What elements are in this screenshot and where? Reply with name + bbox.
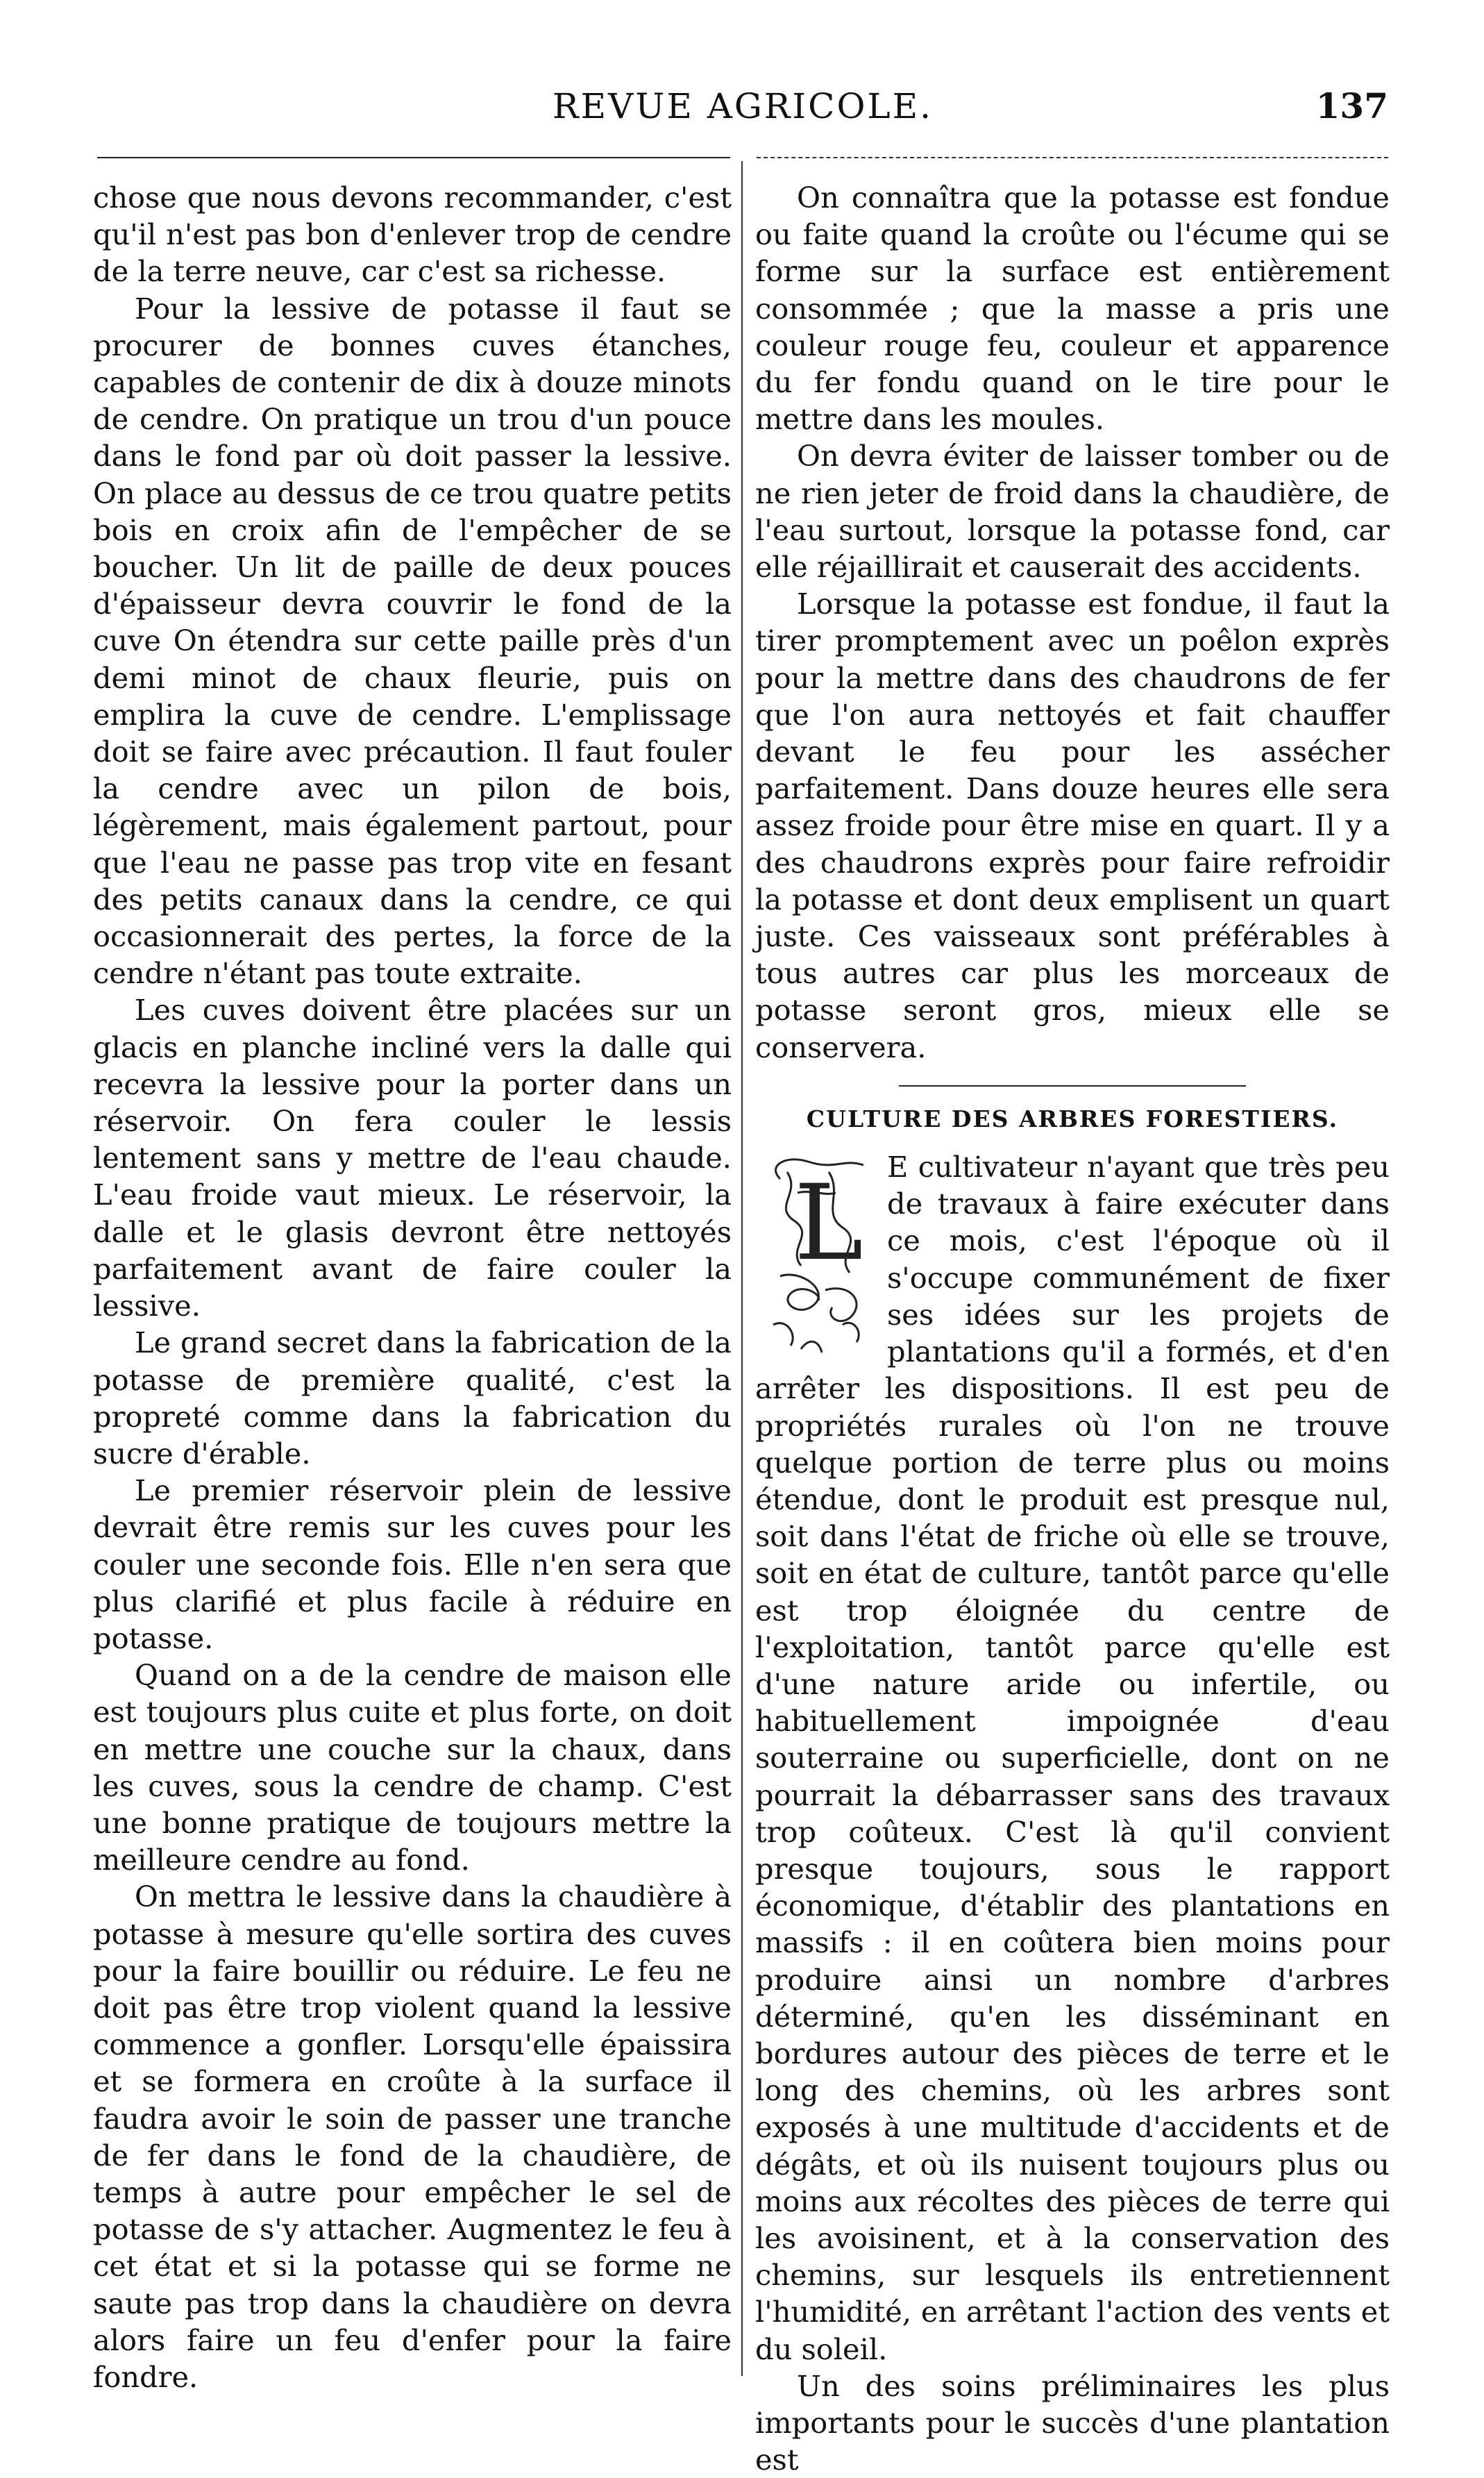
ornamental-drop-cap	[759, 1151, 877, 1359]
paragraph: Quand on a de la cendre de maison elle est toujours plus cuite et plus forte, on doit en mettre une couche sur la chaux, dans les cuves, sous la cendre de champ. C'est une bonne pratique de toujours mettre la meilleure cendre au fond.	[93, 1658, 732, 1877]
left-column	[93, 179, 732, 2395]
paragraph: Pour la lessive de potasse il faut se procurer de bonnes cuves étanches, capables de contenir de dix à douze minots de cendre. On pratique un trou d'un pouce dans le fond par où doit passer la lessive. On place au dessus de ce trou quatre petits bois en croix afin de l'empêcher de se boucher. Un lit de paille de deux pouces d'épaisseur devra couvrir le fond de la cuve On étendra sur cette paille près d'un demi minot de chaux fleurie, puis on emplira la cuve de cendre. L'emplissage doit se faire avec précaution. Il faut fouler la cendre avec un pilon de bois, légèrement, mais également partout, pour que l'eau ne passe pas trop vite en fesant des petits canaux dans la cendre, ce qui occasionnerait des pertes, la force de la cendre n'étant pas toute extraite.	[93, 291, 732, 991]
drop-cap-ornament-icon	[759, 1151, 877, 1359]
running-title: REVUE AGRICOLE.	[552, 86, 934, 126]
header-rule-left	[97, 157, 730, 158]
right-column	[755, 179, 1390, 2478]
paragraph: Les cuves doivent être placées sur un glacis en planche incliné vers la dalle qui recevra la lessive pour la porter dans un réservoir. On fera couler le lessis lentement sans y mettre de l'eau chaude. L'eau froide vaut mieux. Le réservoir, la dalle et le glasis devront être nettoyés parfaitement avant de faire couler la lessive.	[93, 993, 732, 1323]
drop-cap-letter: L	[794, 1163, 863, 1284]
paragraph: On devra éviter de laisser tomber ou de ne rien jeter de froid dans la chaudière, de l'eau surtout, lorsque la potasse fond, car elle réjaillirait et causerait des accidents.	[755, 439, 1390, 585]
header-rule-right	[757, 157, 1388, 158]
paragraph: chose que nous devons recommander, c'est qu'il n'est pas bon d'enlever trop de cendre de la terre neuve, car c'est sa richesse.	[93, 181, 732, 289]
paragraph: Lorsque la potasse est fondue, il faut la tirer promptement avec un poêlon exprès pour la mettre dans des chaudrons de fer que l'on aura nettoyés et fait chauffer devant le feu pour les assécher parfaitement. Dans douze heures elle sera assez froide pour être mise en quart. Il y a des chaudrons exprès pour faire refroidir la potasse et dont deux emplisent un quart juste. Ces vaisseaux sont préférables à tous autres car plus les morceaux de potasse seront gros, mieux elle se conservera.	[755, 587, 1390, 1064]
page-number: 137	[1315, 85, 1388, 126]
section-heading: CULTURE DES ARBRES FORESTIERS.	[806, 1105, 1339, 1132]
column-divider	[741, 161, 743, 2376]
section-rule	[899, 1085, 1246, 1087]
paragraph: E cultivateur n'ayant que très peu de travaux à faire exécuter dans ce mois, c'est l'époque où il s'occupe communément de fixer ses idées sur les projets de plantations qu'il a formés, et d'en arrêter les dispositions. Il est peu de propriétés rurales où l'on ne trouve quelque portion de terre plus ou moins étendue, dont le produit est presque nul, soit dans l'état de friche où elle se trouve, soit en état de culture, tantôt parce qu'elle est trop éloignée du centre de l'exploitation, tantôt parce qu'elle est d'une nature aride ou infertile, ou habituellement impoignée d'eau souterraine ou superficielle, dont on ne pourrait la débarrasser sans des travaux trop coûteux. C'est là qu'il convient presque toujours, sous le rapport économique, d'établir des plantations en massifs : il en coûtera bien moins pour produire ainsi un nombre d'arbres déterminé, qu'en les disséminant en bordures autour des pièces de terre et le long des chemins, où les arbres sont exposés à une multitude d'accidents et de dégâts, et où ils nuisent toujours plus ou moins aux récoltes des pièces de terre qui les avoisinent, et à la conservation des chemins, sur lesquels ils entretiennent l'humidité, en arrêtant l'action des vents et du soleil.	[755, 1150, 1390, 2366]
paragraph: Le premier réservoir plein de lessive devrait être remis sur les cuves pour les couler une seconde fois. Elle n'en sera que plus clarifié et plus facile à réduire en potasse.	[93, 1473, 732, 1655]
paragraph: On connaîtra que la potasse est fondue ou faite quand la croûte ou l'écume qui se forme sur la surface est entièrement consommée ; que la masse a pris une couleur rouge feu, couleur et apparence du fer fondu quand on le tire pour le mettre dans les moules.	[755, 181, 1390, 437]
paragraph: On mettra le lessive dans la chaudière à potasse à mesure qu'elle sortira des cuves pour la faire bouillir ou réduire. Le feu ne doit pas être trop violent quand la lessive commence a gonfler. Lorsqu'elle épaissira et se formera en croûte à la surface il faudra avoir le soin de passer une tranche de fer dans le fond de la chaudière, de temps à autre pour empêcher le sel de potasse de s'y attacher. Augmentez le feu à cet état et si la potasse qui se forme ne saute pas trop dans la chaudière on devra alors faire un feu d'enfer pour la faire fondre.	[93, 1880, 732, 2394]
running-head	[97, 82, 1388, 131]
paragraph: Un des soins préliminaires les plus importants pour le succès d'une plantation est	[755, 2368, 1390, 2477]
paragraph: Le grand secret dans la fabrication de la potasse de première qualité, c'est la propreté comme dans la fabrication du sucre d'érable.	[93, 1325, 732, 1471]
